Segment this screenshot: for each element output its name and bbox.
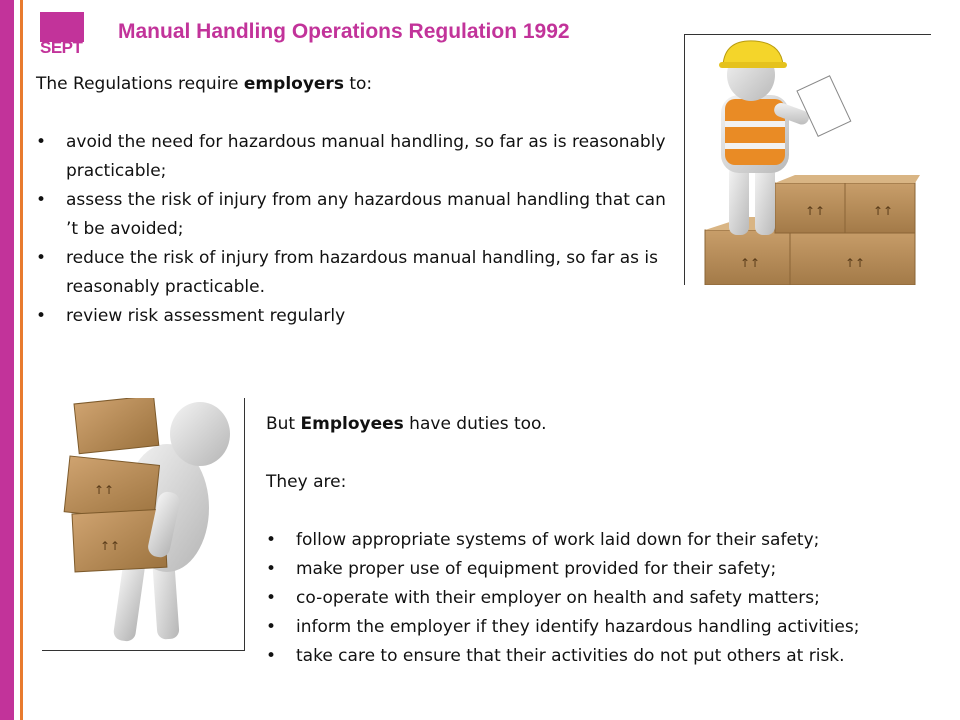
svg-text:↑↑: ↑↑ xyxy=(873,204,894,218)
list-item: • reduce the risk of injury from hazardous manual handling, so far as is reasonably practicable. xyxy=(36,244,676,302)
worker-carrying-boxes-illustration xyxy=(42,398,244,650)
list-item: • take care to ensure that their activities do not put others at risk. xyxy=(266,642,956,671)
logo-text: SEPT xyxy=(40,38,83,57)
list-item: • inform the employer if they identify hazardous handling activities; xyxy=(266,613,956,642)
svg-text:↑↑: ↑↑ xyxy=(740,256,761,270)
list-item: • follow appropriate systems of work laid down for their safety; xyxy=(266,526,956,555)
employees-intro: But Employees have duties too. xyxy=(266,414,547,434)
employees-duties-list xyxy=(266,526,956,671)
svg-text:↑↑: ↑↑ xyxy=(94,483,115,497)
list-item: • avoid the need for hazardous manual handling, so far as is reasonably practicable; xyxy=(36,128,676,186)
list-item: • co-operate with their employer on health and safety matters; xyxy=(266,584,956,613)
employees-subheading: They are: xyxy=(266,472,347,492)
list-item: • make proper use of equipment provided for their safety; xyxy=(266,555,956,584)
list-item: • assess the risk of injury from any hazardous manual handling that can ’t be avoided; xyxy=(36,186,676,244)
svg-text:↑↑: ↑↑ xyxy=(100,539,121,553)
page-title: Manual Handling Operations Regulation 1992 xyxy=(118,20,570,43)
left-accent-bar xyxy=(0,0,14,720)
left-accent-line xyxy=(20,0,23,720)
employers-section xyxy=(36,70,676,331)
figure-with-clipboard-image xyxy=(684,34,931,285)
employers-intro: The Regulations require employers to: xyxy=(36,74,373,94)
svg-text:↑↑: ↑↑ xyxy=(805,204,826,218)
worker-with-clipboard-illustration xyxy=(685,35,931,285)
employers-duties-list xyxy=(36,128,676,331)
employees-section xyxy=(266,410,956,671)
sept-logo xyxy=(40,12,84,58)
svg-text:↑↑: ↑↑ xyxy=(845,256,866,270)
figure-carrying-boxes-image xyxy=(42,398,245,651)
list-item: • review risk assessment regularly xyxy=(36,302,676,331)
